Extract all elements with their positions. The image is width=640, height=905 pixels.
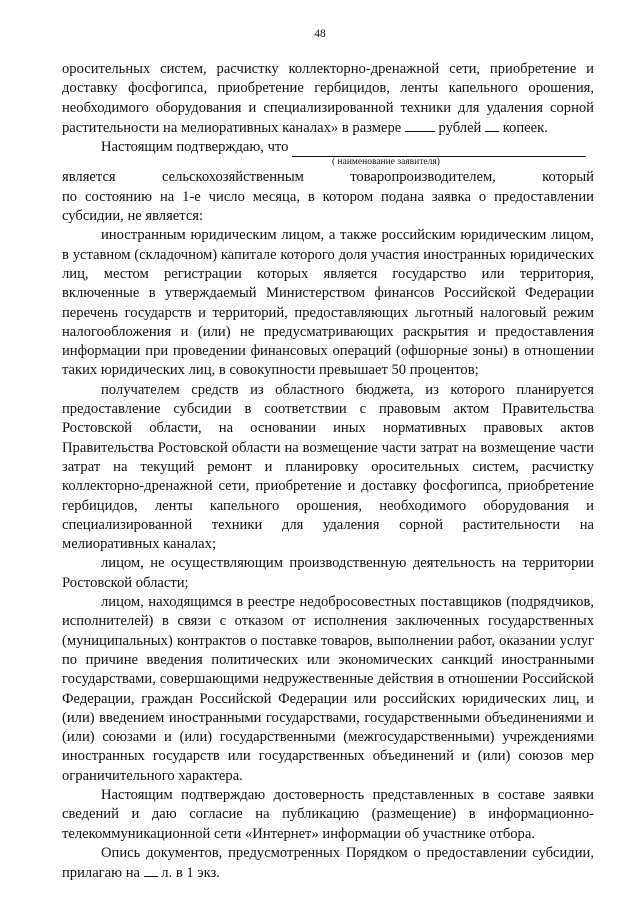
sheets-count-blank [144,863,158,877]
paragraph-intro [62,60,594,138]
confirm-lead: Настоящим подтверждаю, что [101,139,289,156]
paragraph-consent: Настоящим подтверждаю достоверность представленных в составе заявки сведений и даю согласие на публикацию (размещение) в информационно-телекоммуникационной сети «Интернет» информации об участнике отбора. [62,786,594,842]
confirm-line [62,138,594,157]
paragraph-inventory [62,844,594,884]
kopecks-label: копеек. [502,119,548,136]
document-body [62,60,594,883]
list-item-no-production: лицом, не осуществляющим производственную деятельность на территории Ростовской области; [62,555,594,591]
line-is-producer: является сельскохозяйственным товаропроизводителем, который [62,169,594,186]
paragraph-intro-text: оросительных систем, расчистку коллекторно-дренажной сети, приобретение и доставку фосфогипса, приобретение гербицидов, ленты капельного орошения, необходимого оборудования и специализированной техники для удаления сорной растительности на мелиоративных каналах» в размере [62,61,594,136]
list-item-registry: лицом, находящимся в реестре недобросовестных поставщиков (подрядчиков, исполнителей) в связи с отказом от исполнения заключенных государственных (муниципальных) контрактов о поставке товаров, выполнении работ, оказании услуг по причине введения политических или экономических санкций иностранными государствами, совершающими недружественные действия в отношении Российской Федерации, граждан Российской Федерации или российских юридических лиц, и (или) введением иностранными государствами, государственными объединениями и (или) союзами и (или) государственными (межгосударственными) учреждениями иностранных государств или государственных объединений и (или) союзов мер ограничительного характера. [62,594,594,784]
list-item-offshore: иностранным юридическим лицом, а также российским юридическим лицом, в уставном (складочном) капитале которого доля участия иностранных юридических лиц, местом регистрации которых является государство или территория, включенные в утверждаемый Министерством финансов Российской Федерации перечень государств и территорий, предоставляющих льготный налоговый режим налогообложения и (или) не предусматривающих раскрытия и предоставления информации при проведении финансовых операций (офшорные зоны) в отношении таких юридических лиц, в совокупности превышает 50 процентов; [62,227,594,379]
paragraph-inventory-tail: л. в 1 экз. [161,865,220,882]
page-number: 48 [314,28,326,40]
paragraph-condition: по состоянию на 1-е число месяца, в котором подана заявка о предоставлении субсидии, не является: [62,188,594,225]
list-item-budget-recipient: получателем средств из областного бюджета, из которого планируется предоставление субсидии в соответствии с правовым актом Правительства Ростовской области, на основании иных нормативных правовых актов Правительства Ростовской области на возмещение части затрат на возмещение части затрат на текущий ремонт и планировку оросительных систем, расчистку коллекторно-дренажной сети, приобретение и доставку фосфогипса, приобретение гербицидов, ленты капельного орошения, необходимого оборудования и специализированной техники для удаления сорной растительности на мелиоративных каналах; [62,381,594,553]
amount-rubles-blank [405,118,435,132]
applicant-name-caption: ( наименование заявителя) [332,157,440,168]
paragraph-inventory-text: Опись документов, предусмотренных Порядком о предоставлении субсидии, прилагаю на [62,844,594,882]
applicant-name-blank [292,142,586,157]
amount-kopecks-blank [485,118,499,132]
rubles-label: рублей [438,119,482,136]
